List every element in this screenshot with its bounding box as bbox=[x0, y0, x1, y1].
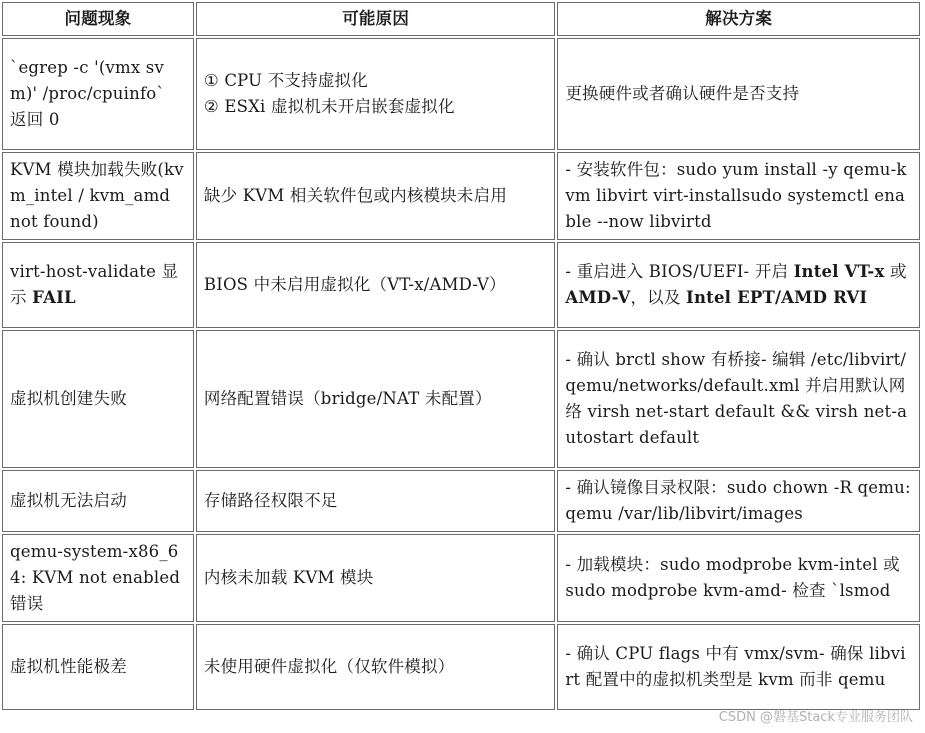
fail-label: FAIL bbox=[32, 288, 76, 307]
cause-cell: BIOS 中未启用虚拟化（VT-x/AMD-V） bbox=[196, 242, 555, 328]
table-row bbox=[2, 38, 920, 150]
cause-line: ② ESXi 虚拟机未开启嵌套虚拟化 bbox=[203, 97, 455, 116]
cause-cell: 缺少 KVM 相关软件包或内核模块未启用 bbox=[196, 152, 555, 240]
problem-cell: qemu-system-x86_64: KVM not enabled 错误 bbox=[2, 534, 194, 622]
solution-bold: AMD-V bbox=[565, 288, 631, 307]
solution-cell: - 确认 brctl show 有桥接- 编辑 /etc/libvirt/qemu/networks/default.xml 并启用默认网络 virsh net-start default && virsh net-autostart default bbox=[557, 330, 920, 468]
solution-cell: 更换硬件或者确认硬件是否支持 bbox=[557, 38, 920, 150]
solution-cell bbox=[557, 242, 920, 328]
cause-line: ① CPU 不支持虚拟化 bbox=[203, 71, 368, 90]
header-problem: 问题现象 bbox=[2, 2, 194, 36]
solution-bold: Intel VT-x bbox=[793, 262, 885, 281]
header-cause: 可能原因 bbox=[196, 2, 555, 36]
solution-cell: - 加载模块：sudo modprobe kvm-intel 或 sudo modprobe kvm-amd- 检查 `lsmod bbox=[557, 534, 920, 622]
solution-cell: - 确认 CPU flags 中有 vmx/svm- 确保 libvirt 配置中的虚拟机类型是 kvm 而非 qemu bbox=[557, 624, 920, 710]
table-row bbox=[2, 534, 920, 622]
cause-cell: 未使用硬件虚拟化（仅软件模拟） bbox=[196, 624, 555, 710]
problem-cell: KVM 模块加载失败(kvm_intel / kvm_amd not found) bbox=[2, 152, 194, 240]
problem-cell bbox=[2, 242, 194, 328]
problem-cell: 虚拟机性能极差 bbox=[2, 624, 194, 710]
table-row bbox=[2, 330, 920, 468]
problem-cell: 虚拟机无法启动 bbox=[2, 470, 194, 532]
header-solution: 解决方案 bbox=[557, 2, 920, 36]
solution-text: - 重启进入 BIOS/UEFI- 开启 bbox=[565, 262, 794, 281]
solution-cell: - 确认镜像目录权限：sudo chown -R qemu:qemu /var/lib/libvirt/images bbox=[557, 470, 920, 532]
solution-bold: Intel EPT/AMD RVI bbox=[686, 288, 868, 307]
table-header-row bbox=[2, 2, 920, 36]
table-row bbox=[2, 624, 920, 710]
solution-text: ，以及 bbox=[630, 288, 687, 307]
solution-text: 或 bbox=[884, 262, 907, 281]
csdn-watermark: CSDN @磐基Stack专业服务团队 bbox=[718, 710, 913, 725]
problem-cell: `egrep -c '(vmx svm)' /proc/cpuinfo` 返回 0 bbox=[2, 38, 194, 150]
table-row bbox=[2, 470, 920, 532]
solution-cell: - 安装软件包：sudo yum install -y qemu-kvm libvirt virt-installsudo systemctl enable --now libvirtd bbox=[557, 152, 920, 240]
problem-cell: 虚拟机创建失败 bbox=[2, 330, 194, 468]
cause-cell: 网络配置错误（bridge/NAT 未配置） bbox=[196, 330, 555, 468]
table-row bbox=[2, 152, 920, 240]
cause-cell bbox=[196, 38, 555, 150]
cause-cell: 存储路径权限不足 bbox=[196, 470, 555, 532]
problem-text: virt-host-validate 显示 bbox=[10, 262, 179, 307]
table-row bbox=[2, 242, 920, 328]
cause-cell: 内核未加载 KVM 模块 bbox=[196, 534, 555, 622]
